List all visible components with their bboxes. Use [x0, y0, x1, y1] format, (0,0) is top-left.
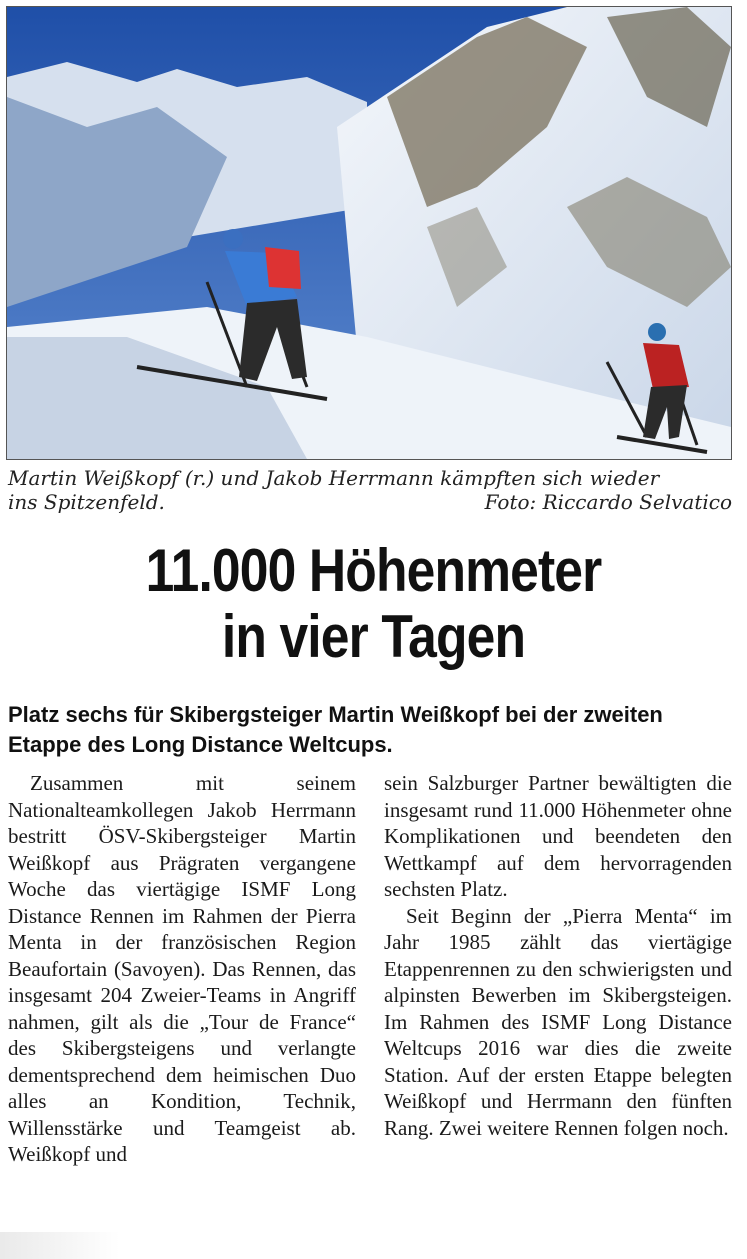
body-paragraph: sein Salzburger Partner bewältigten die insgesamt rund 11.000 Höhenmeter ohne Komplikationen und beendeten den Wettkampf auf dem hervorragenden sechsten Platz.: [384, 771, 732, 901]
article-photo: [6, 6, 732, 460]
caption-line-1: Martin Weißkopf (r.) und Jakob Herrmann kämpften sich wieder: [8, 466, 660, 490]
caption-text-end: ins Spitzenfeld.: [8, 490, 165, 514]
caption-line-2: [8, 490, 732, 514]
skier-left-helmet: [223, 229, 243, 249]
photo-caption: [8, 466, 732, 514]
body-paragraph: Seit Beginn der „Pierra Menta“ im Jahr 1985 zählt das viertägige Etappenrennen zu den schwierigsten und alpinsten Bewerben im Skibergsteigen. Im Rahmen des ISMF Long Distance Weltcups 2016 war dies die zweite Station. Auf der ersten Etappe belegten Weißkopf und Herrmann den fünften Rang. Zwei weitere Rennen folgen noch.: [384, 903, 732, 1140]
skier-left-pack: [265, 247, 301, 289]
headline-line-1: 11.000 Höhenmeter: [145, 537, 602, 604]
body-column-1: [8, 770, 356, 1250]
headline-line-2: in vier Tagen: [221, 603, 526, 670]
body-paragraph: Zusammen mit seinem Nationalteamkollegen Jakob Herrmann bestritt ÖSV-Skibergsteiger Martin Weißkopf aus Prägraten vergangene Woche das viertägige ISMF Long Distance Rennen im Rahmen der Pierra Menta in der französischen Region Beaufortain (Savoyen). Das Rennen, das insgesamt 204 Zweier-Teams in Angriff nahmen, gilt als die „Tour de France“ des Skibergsteigens und verlangte dementsprechend dem heimischen Duo alles an Kondition, Technik, Willensstärke und Teamgeist ab. Weißkopf und: [8, 771, 356, 1166]
scan-edge: [0, 1232, 120, 1259]
skier-right-helmet: [648, 323, 666, 341]
article-headline: [52, 538, 694, 670]
article-body: [8, 770, 732, 1250]
ski-mountaineers-illustration: [7, 7, 731, 459]
photo-credit: Foto: Riccardo Selvatico: [484, 490, 732, 514]
article-subhead: Platz sechs für Skibergsteiger Martin Weißkopf bei der zweiten Etappe des Long Distance Weltcups.: [8, 702, 663, 757]
body-column-2: [384, 770, 732, 1250]
